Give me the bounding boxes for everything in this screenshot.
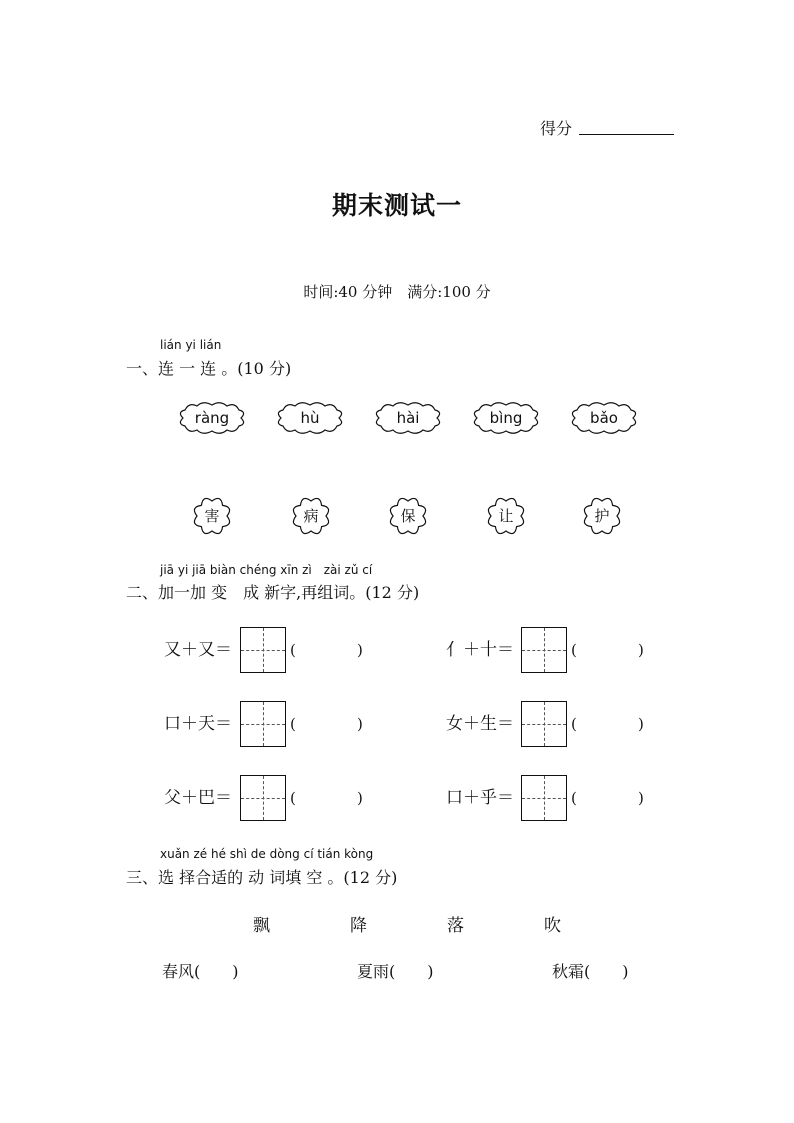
verb-option: 降 xyxy=(350,916,367,936)
tian-grid-box[interactable] xyxy=(240,627,286,673)
word-blank-open: ( xyxy=(571,715,577,733)
section1-pinyin: lián yi lián xyxy=(160,338,222,352)
character-flower[interactable] xyxy=(581,495,623,537)
pinyin-cloud[interactable] xyxy=(175,400,249,436)
character-flower[interactable] xyxy=(485,495,527,537)
character-flower[interactable] xyxy=(387,495,429,537)
pinyin-cloud[interactable] xyxy=(469,400,543,436)
grid-guide-line xyxy=(263,628,264,672)
verb-option: 吹 xyxy=(544,916,561,936)
character-flower[interactable] xyxy=(191,495,233,537)
grid-guide-line xyxy=(544,702,545,746)
character-flower[interactable] xyxy=(290,495,332,537)
equation-expression: 亻＋十＝ xyxy=(446,640,514,660)
cloud-pinyin-text: hài xyxy=(396,409,420,427)
word-blank-close: ) xyxy=(638,789,644,807)
grid-guide-line xyxy=(263,776,264,820)
flower-character-text: 病 xyxy=(303,507,319,525)
word-blank-close: ) xyxy=(357,641,363,659)
equation-expression: 口＋天＝ xyxy=(164,714,232,734)
cloud-pinyin-text: bǎo xyxy=(590,409,618,427)
equation-expression: 口＋乎＝ xyxy=(446,788,514,808)
pinyin-cloud[interactable] xyxy=(371,400,445,436)
fill-blank[interactable]: 夏雨( ) xyxy=(357,962,434,981)
page-title: 期末测试一 xyxy=(331,191,462,220)
grid-guide-line xyxy=(263,702,264,746)
cloud-pinyin-text: ràng xyxy=(194,409,230,427)
flower-character-text: 保 xyxy=(400,507,416,525)
word-blank-close: ) xyxy=(357,789,363,807)
equation-expression: 女＋生＝ xyxy=(446,714,514,734)
cloud-pinyin-text: hù xyxy=(300,409,320,427)
section3-heading: 三、选 择合适的 动 词填 空 。(12 分) xyxy=(126,868,398,887)
section2-pinyin: jiā yi jiā biàn chéng xīn zì zài zǔ cí xyxy=(160,563,373,577)
score-label: 得分 xyxy=(540,119,573,138)
tian-grid-box[interactable] xyxy=(240,701,286,747)
word-blank-open: ( xyxy=(290,789,296,807)
word-blank-open: ( xyxy=(571,641,577,659)
equation-expression: 又＋又＝ xyxy=(164,640,232,660)
flower-character-text: 护 xyxy=(594,507,610,525)
fill-blank[interactable]: 春风( ) xyxy=(162,962,239,981)
word-blank-close: ) xyxy=(638,641,644,659)
equation-expression: 父＋巴＝ xyxy=(164,788,232,808)
verb-option: 飘 xyxy=(253,916,270,936)
word-blank-close: ) xyxy=(357,715,363,733)
section3-pinyin: xuǎn zé hé shì de dòng cí tián kòng xyxy=(160,847,374,861)
grid-guide-line xyxy=(544,628,545,672)
word-blank-open: ( xyxy=(290,715,296,733)
flower-character-text: 害 xyxy=(204,507,220,525)
grid-guide-line xyxy=(544,776,545,820)
verb-option: 落 xyxy=(447,916,464,936)
tian-grid-box[interactable] xyxy=(240,775,286,821)
pinyin-cloud[interactable] xyxy=(567,400,641,436)
fill-blank[interactable]: 秋霜( ) xyxy=(552,962,629,981)
exam-info: 时间:40 分钟 满分:100 分 xyxy=(303,283,491,301)
tian-grid-box[interactable] xyxy=(521,627,567,673)
flower-character-text: 让 xyxy=(498,507,514,525)
tian-grid-box[interactable] xyxy=(521,701,567,747)
pinyin-cloud[interactable] xyxy=(273,400,347,436)
tian-grid-box[interactable] xyxy=(521,775,567,821)
cloud-pinyin-text: bìng xyxy=(489,409,523,427)
score-blank-line[interactable] xyxy=(579,134,674,135)
section1-heading: 一、连 一 连 。(10 分) xyxy=(126,359,292,378)
word-blank-open: ( xyxy=(571,789,577,807)
word-blank-open: ( xyxy=(290,641,296,659)
section2-heading: 二、加一加 变 成 新字,再组词。(12 分) xyxy=(126,583,420,602)
word-blank-close: ) xyxy=(638,715,644,733)
